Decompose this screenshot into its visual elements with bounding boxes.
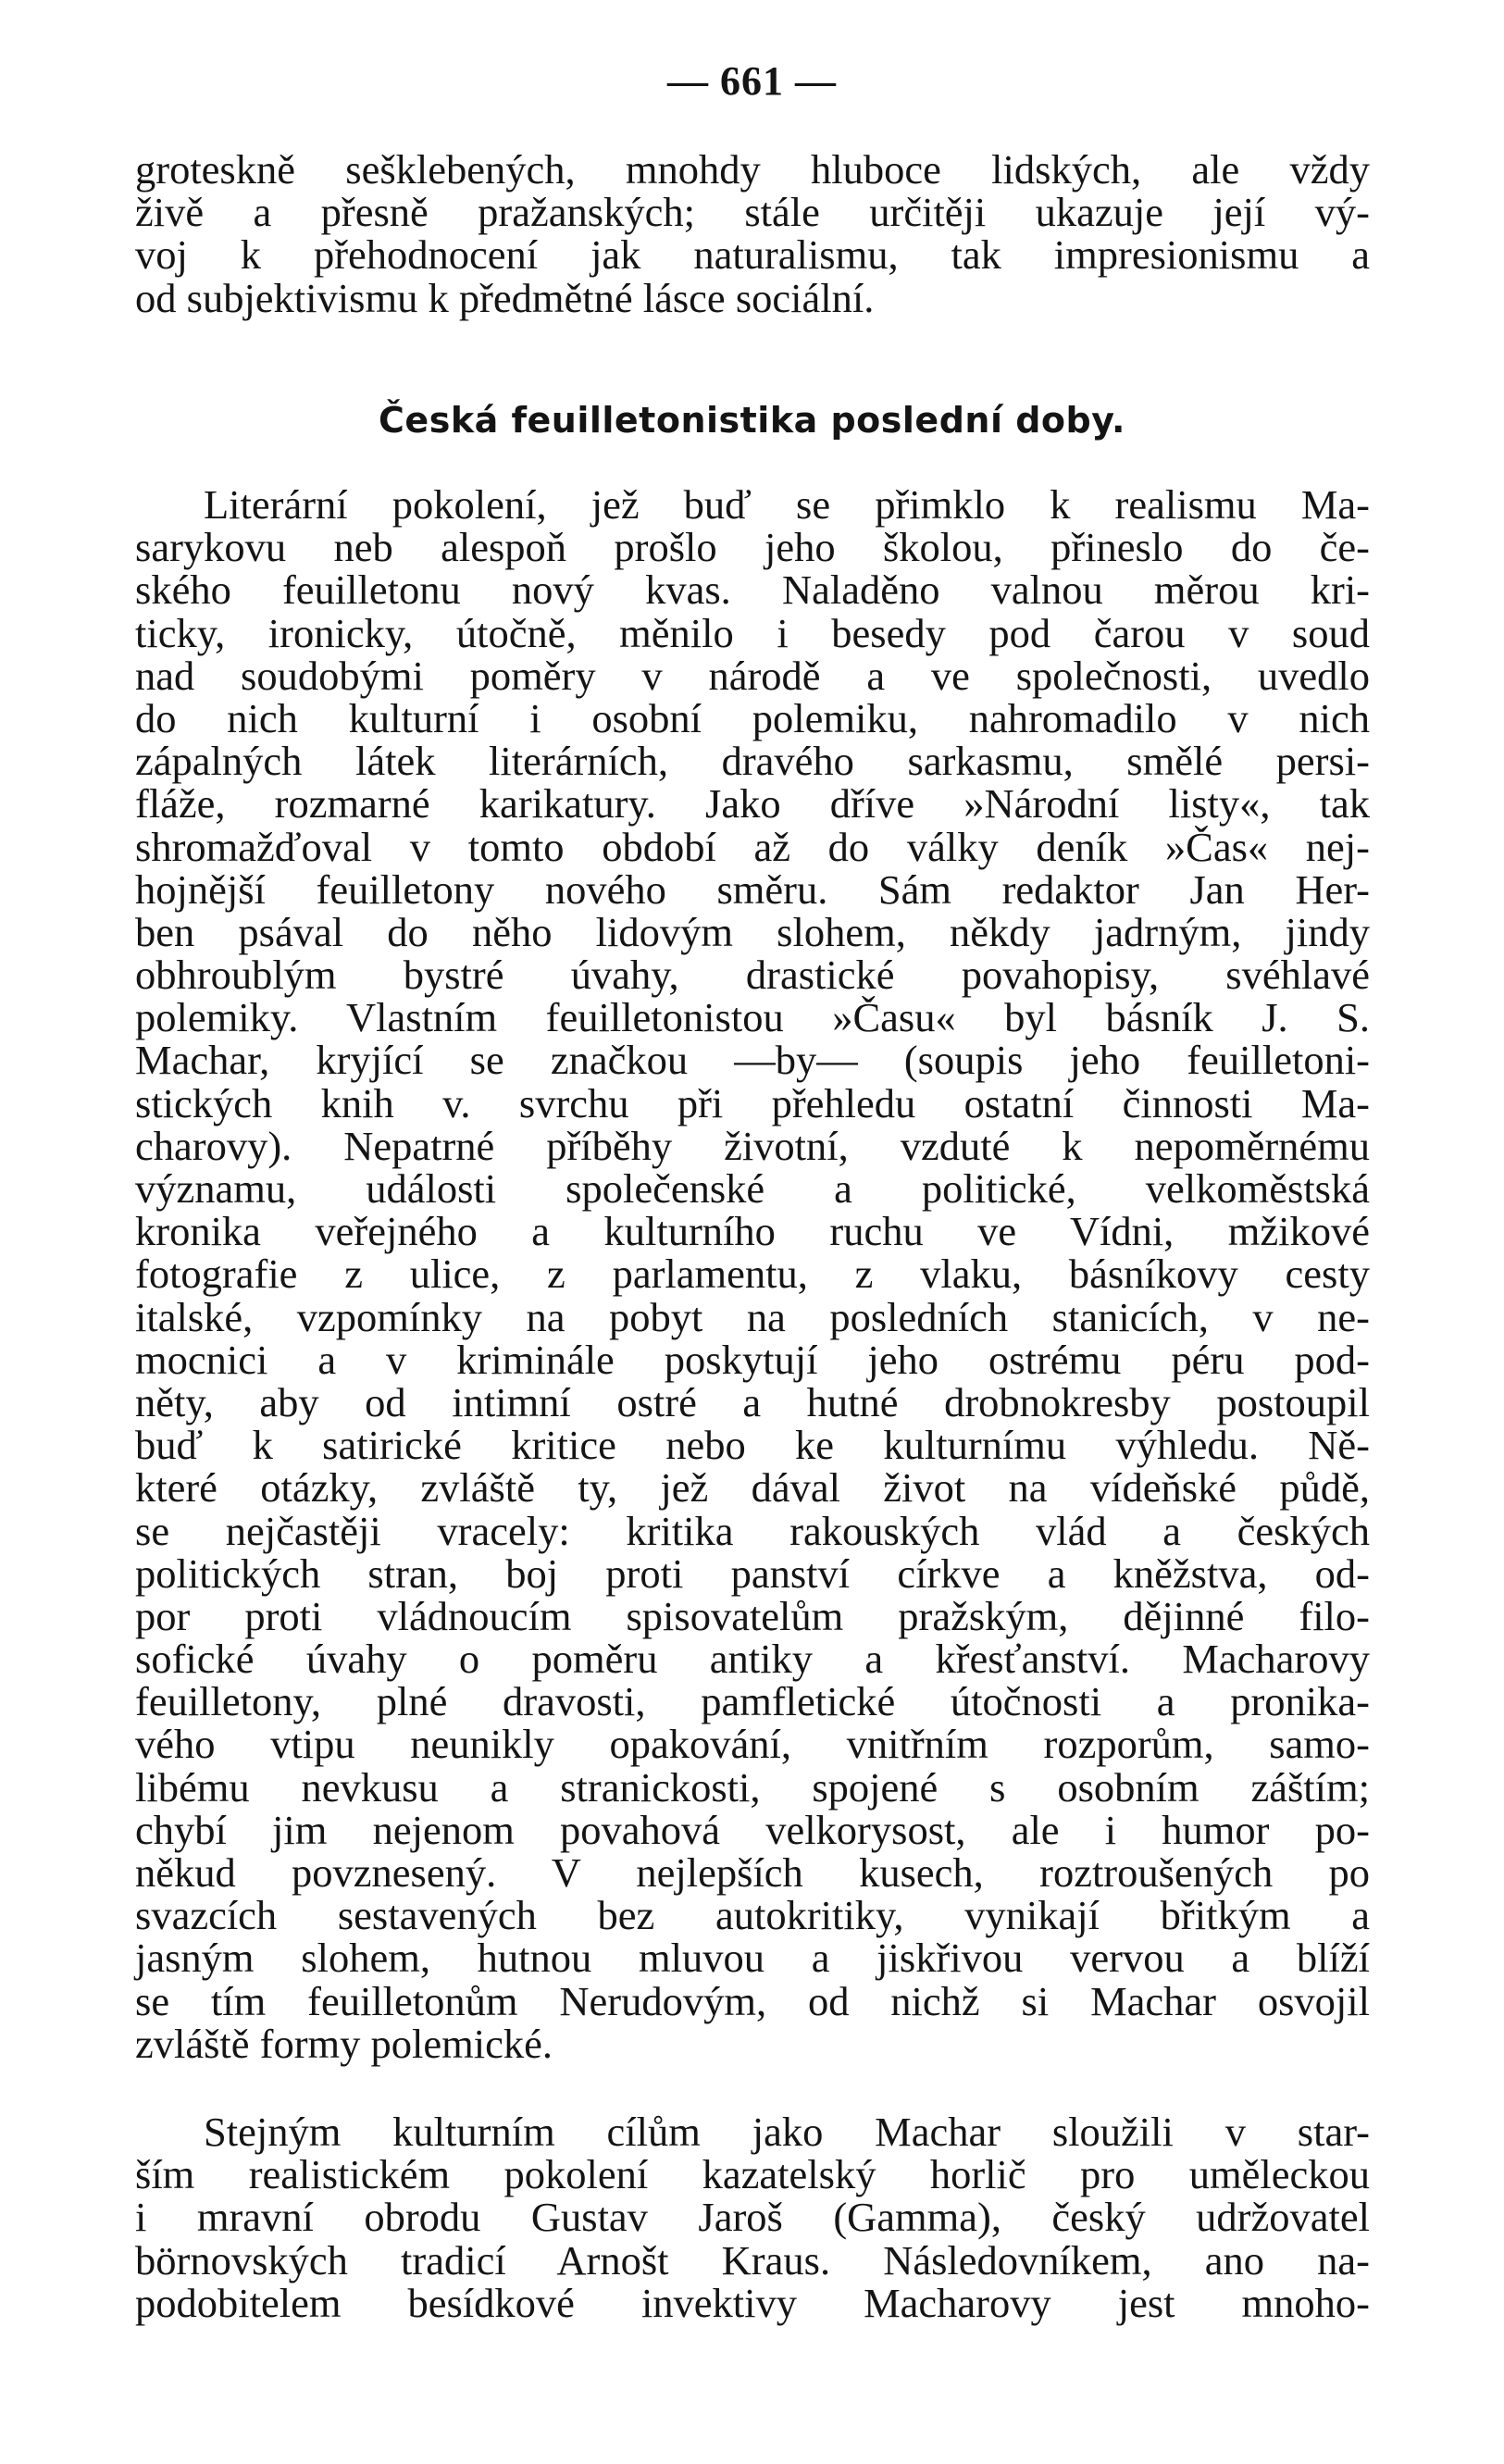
section-heading: Česká feuilletonistika poslední doby. — [379, 400, 1125, 441]
text-line: chybí jim nejenom povahová velkorysost, ale i humor po- — [135, 1806, 1370, 1853]
text-line: od subjektivismu k předmětné lásce sociální. — [135, 274, 875, 321]
text-line: voj k přehodnocení jak naturalismu, tak impresionismu a — [135, 231, 1370, 279]
text-line: něty, aby od intimní ostré a hutné drobnokresby postoupil — [135, 1378, 1370, 1425]
paragraph-2 — [135, 2110, 1370, 2324]
text-line: buď k satirické kritice nebo ke kulturnímu výhledu. Ně- — [135, 1422, 1370, 1469]
text-line: vého vtipu neunikly opakování, vnitřním rozporům, samo- — [135, 1721, 1370, 1768]
intro-paragraph — [135, 148, 1370, 319]
text-line: fotografie z ulice, z parlamentu, z vlaku, básníkovy cesty — [135, 1251, 1370, 1298]
text-line: podobitelem besídkové invektivy Macharovy jest mnoho- — [135, 2279, 1370, 2326]
text-line: groteskně sešklebených, mnohdy hluboce lidských, ale vždy — [135, 146, 1370, 193]
text-line: živě a přesně pražanských; stále určitěji ukazuje její vý- — [135, 189, 1370, 236]
text-line: hojnější feuilletony nového směru. Sám redaktor Jan Her- — [135, 865, 1370, 913]
text-line: libému nevkusu a stranickosti, spojené s osobním záštím; — [135, 1763, 1370, 1811]
text-line: stických knih v. svrchu při přehledu ostatní činnosti Ma- — [135, 1079, 1370, 1126]
text-line: shromažďoval v tomto období až do války deník »Čas« nej- — [135, 823, 1370, 870]
text-line: nad soudobými poměry v národě a ve společnosti, uvedlo — [135, 652, 1370, 699]
text-line: italské, vzpomínky na pobyt na posledních stanicích, v ne- — [135, 1293, 1370, 1340]
text-line: se tím feuilletonům Nerudovým, od nichž si Machar osvojil — [135, 1977, 1370, 2024]
text-line: obhroublým bystré úvahy, drastické povahopisy, svéhlavé — [135, 952, 1370, 999]
paragraph-1 — [135, 483, 1370, 2065]
text-line: někud povznesený. V nejlepších kusech, roztroušených po — [135, 1849, 1370, 1896]
text-line: polemiky. Vlastním feuilletonistou »Času« byl básník J. S. — [135, 994, 1370, 1041]
text-line: Literární pokolení, jež buď se přimklo k realismu Ma- — [204, 481, 1370, 528]
text-line: sofické úvahy o poměru antiky a křesťanství. Macharovy — [135, 1636, 1370, 1683]
text-line: politických stran, boj proti panství církve a kněžstva, od- — [135, 1549, 1370, 1597]
text-line: charovy). Nepatrné příběhy životní, vzduté k nepoměrnému — [135, 1122, 1370, 1169]
text-line: feuilletony, plné dravosti, pamfletické útočnosti a pronika- — [135, 1678, 1370, 1725]
text-line: do nich kulturní i osobní polemiku, nahromadilo v nich — [135, 694, 1370, 741]
text-line: zvláště formy polemické. — [135, 2020, 553, 2067]
text-line: jasným slohem, hutnou mluvou a jiskřivou vervou a blíží — [135, 1935, 1370, 1982]
text-line: ského feuilletonu nový kvas. Naladěno valnou měrou kri- — [135, 566, 1370, 614]
text-line: ším realistickém pokolení kazatelský horlič pro uměleckou — [135, 2151, 1370, 2198]
text-line: kronika veřejného a kulturního ruchu ve Vídni, mžikové — [135, 1208, 1370, 1255]
text-line: významu, události společenské a politické, velkoměstská — [135, 1165, 1370, 1212]
text-line: por proti vládnoucím spisovatelům pražským, dějinné filo- — [135, 1592, 1370, 1639]
text-line: i mravní obrodu Gustav Jaroš (Gamma), český udržovatel — [135, 2194, 1370, 2241]
text-line: svazcích sestavených bez autokritiky, vynikají břitkým a — [135, 1892, 1370, 1939]
text-line: mocnici a v kriminále poskytují jeho ostrému péru pod- — [135, 1336, 1370, 1383]
text-line: které otázky, zvláště ty, jež dával život na vídeňské půdě, — [135, 1464, 1370, 1512]
text-line: ticky, ironicky, útočně, měnilo i besedy pod čarou v soud — [135, 609, 1370, 656]
text-line: ben psával do něho lidovým slohem, někdy jadrným, jindy — [135, 908, 1370, 955]
text-line: se nejčastěji vracely: kritika rakouských vlád a českých — [135, 1507, 1370, 1554]
text-line: fláže, rozmarné karikatury. Jako dříve »Národní listy«, tak — [135, 780, 1370, 828]
text-line: zápalných látek literárních, dravého sarkasmu, smělé persi- — [135, 738, 1370, 785]
page-number: — 661 — — [667, 58, 837, 104]
text-line: Machar, kryjící se značkou —by— (soupis jeho feuilletoni- — [135, 1037, 1370, 1084]
text-line: sarykovu neb alespoň prošlo jeho školou, přineslo do če- — [135, 524, 1370, 571]
text-line: Stejným kulturním cílům jako Machar sloužili v star- — [204, 2109, 1370, 2155]
text-line: börnovských tradicí Arnošt Kraus. Následovníkem, ano na- — [135, 2236, 1370, 2284]
